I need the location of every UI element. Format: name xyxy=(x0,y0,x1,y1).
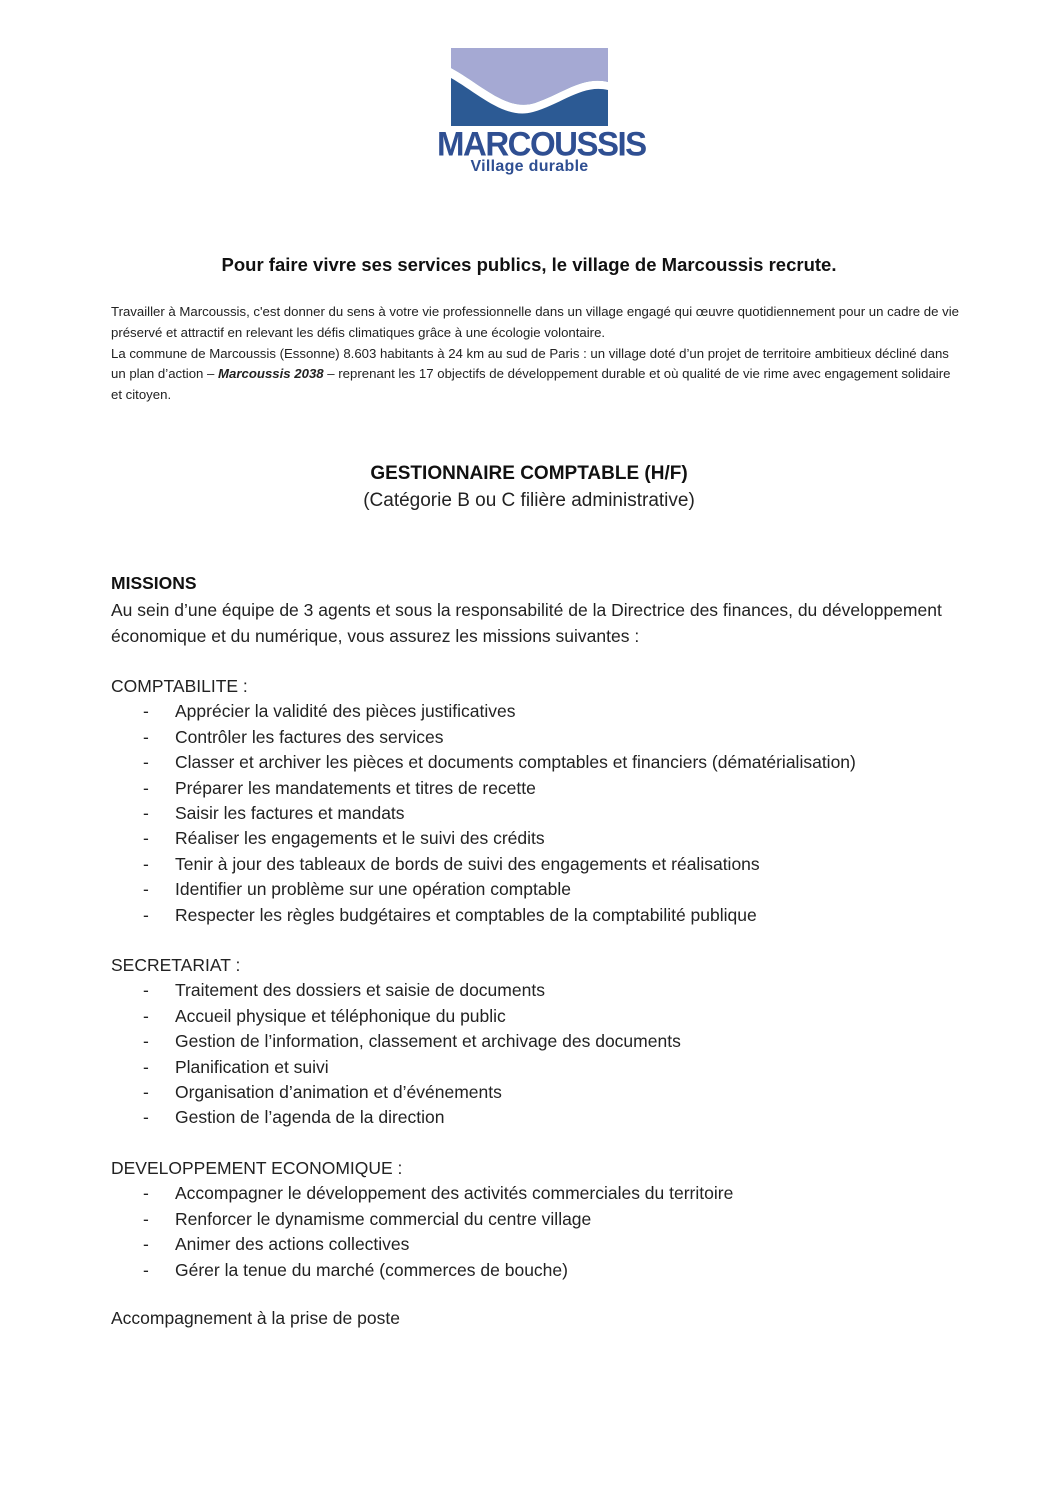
list-item-text: Renforcer le dynamisme commercial du centre village xyxy=(175,1208,592,1229)
list-item-text: Gérer la tenue du marché (commerces de bouche) xyxy=(175,1259,568,1280)
task-list xyxy=(111,978,961,1130)
list-item-text: Planification et suivi xyxy=(175,1056,329,1077)
list-item-text: Contrôler les factures des services xyxy=(175,726,444,747)
list-item xyxy=(111,1258,961,1283)
bullet-dash: - xyxy=(143,752,149,773)
missions-heading: MISSIONS xyxy=(111,573,197,593)
bullet-dash: - xyxy=(143,904,149,925)
list-item xyxy=(111,801,961,826)
list-item xyxy=(111,750,961,775)
bullet-dash: - xyxy=(143,1234,149,1255)
bullet-dash: - xyxy=(143,1081,149,1102)
section-heading: DEVELOPPEMENT ECONOMIQUE : xyxy=(111,1158,403,1178)
bullet-dash: - xyxy=(143,879,149,900)
list-item-text: Accueil physique et téléphonique du public xyxy=(175,1005,506,1026)
list-item xyxy=(111,1080,961,1105)
list-item-text: Organisation d’animation et d’événements xyxy=(175,1081,502,1102)
intro-paragraph-1: Travailler à Marcoussis, c'est donner du sens à votre vie professionnelle dans un village engagé qui œuvre quotidiennement pour un cadre de vie préservé et attractif en relevant les défis climatiques grâce à une écologie volontaire. xyxy=(111,304,959,340)
list-item-text: Accompagner le développement des activités commerciales du territoire xyxy=(175,1183,734,1204)
bullet-dash: - xyxy=(143,1259,149,1280)
list-item xyxy=(111,1105,961,1130)
list-item-text: Gestion de l’information, classement et archivage des documents xyxy=(175,1031,681,1052)
bullet-dash: - xyxy=(143,853,149,874)
section-comptabilite xyxy=(111,674,961,928)
bullet-dash: - xyxy=(143,777,149,798)
bullet-dash: - xyxy=(143,726,149,747)
recruitment-headline: Pour faire vivre ses services publics, le village de Marcoussis recrute. xyxy=(221,254,837,275)
section-heading: SECRETARIAT : xyxy=(111,955,241,975)
marcoussis-logo xyxy=(437,30,646,202)
list-item xyxy=(111,1029,961,1054)
list-item xyxy=(111,1055,961,1080)
list-item-text: Apprécier la validité des pièces justificatives xyxy=(175,701,516,722)
list-item xyxy=(111,826,961,851)
closing-note: Accompagnement à la prise de poste xyxy=(111,1308,400,1328)
list-item xyxy=(111,725,961,750)
bullet-dash: - xyxy=(143,1183,149,1204)
wave-logo-icon xyxy=(437,30,622,130)
intro-paragraph-2-start: La commune de Marcoussis (Essonne) 8.603 habitants à 24 km au sud de Paris : un village doté d’un projet de territoire ambitieux décliné dans un plan d’action – xyxy=(111,345,949,382)
list-item-text: Gestion de l’agenda de la direction xyxy=(175,1107,445,1128)
list-item xyxy=(111,1181,961,1206)
task-list xyxy=(111,1181,961,1283)
list-item-text: Réaliser les engagements et le suivi des crédits xyxy=(175,828,545,849)
bullet-dash: - xyxy=(143,980,149,1001)
intro-paragraph-2 xyxy=(111,344,961,406)
task-list xyxy=(111,699,961,928)
list-item xyxy=(111,877,961,902)
list-item-text: Respecter les règles budgétaires et comptables de la comptabilité publique xyxy=(175,904,757,925)
bullet-dash: - xyxy=(143,701,149,722)
bullet-dash: - xyxy=(143,1005,149,1026)
section-secretariat xyxy=(111,953,961,1131)
bullet-dash: - xyxy=(143,828,149,849)
list-item xyxy=(111,852,961,877)
list-item xyxy=(111,978,961,1003)
list-item-text: Identifier un problème sur une opération comptable xyxy=(175,879,571,900)
list-item xyxy=(111,903,961,928)
list-item xyxy=(111,1004,961,1029)
list-item-text: Préparer les mandatements et titres de recette xyxy=(175,777,536,798)
list-item-text: Animer des actions collectives xyxy=(175,1234,410,1255)
job-category: (Catégorie B ou C filière administrative) xyxy=(363,490,695,511)
intro-text xyxy=(111,302,961,406)
bullet-dash: - xyxy=(143,802,149,823)
list-item-text: Classer et archiver les pièces et documents comptables et financiers (dématérialisation) xyxy=(175,752,856,773)
list-item-text: Tenir à jour des tableaux de bords de suivi des engagements et réalisations xyxy=(175,853,760,874)
intro-paragraph-2-end: – reprenant les 17 objectifs de développement durable et où qualité de vie rime avec engagement solidaire et citoyen. xyxy=(111,366,951,403)
list-item xyxy=(111,1232,961,1257)
list-item-text: Saisir les factures et mandats xyxy=(175,802,405,823)
logo-name: MARCOUSSIS xyxy=(437,124,646,163)
bullet-dash: - xyxy=(143,1056,149,1077)
list-item xyxy=(111,776,961,801)
bullet-dash: - xyxy=(143,1031,149,1052)
section-heading: COMPTABILITE : xyxy=(111,676,248,696)
plan-name: Marcoussis 2038 xyxy=(218,366,324,382)
bullet-dash: - xyxy=(143,1208,149,1229)
bullet-dash: - xyxy=(143,1107,149,1128)
job-title: GESTIONNAIRE COMPTABLE (H/F) xyxy=(370,463,688,484)
section-developpement-economique xyxy=(111,1156,961,1283)
list-item xyxy=(111,699,961,724)
logo-tagline: Village durable xyxy=(470,158,589,175)
list-item xyxy=(111,1207,961,1232)
missions-description: Au sein d’une équipe de 3 agents et sous la responsabilité de la Directrice des finances, du développement économique et du numérique, vous assurez les missions suivantes : xyxy=(111,600,942,646)
list-item-text: Traitement des dossiers et saisie de documents xyxy=(175,980,545,1001)
